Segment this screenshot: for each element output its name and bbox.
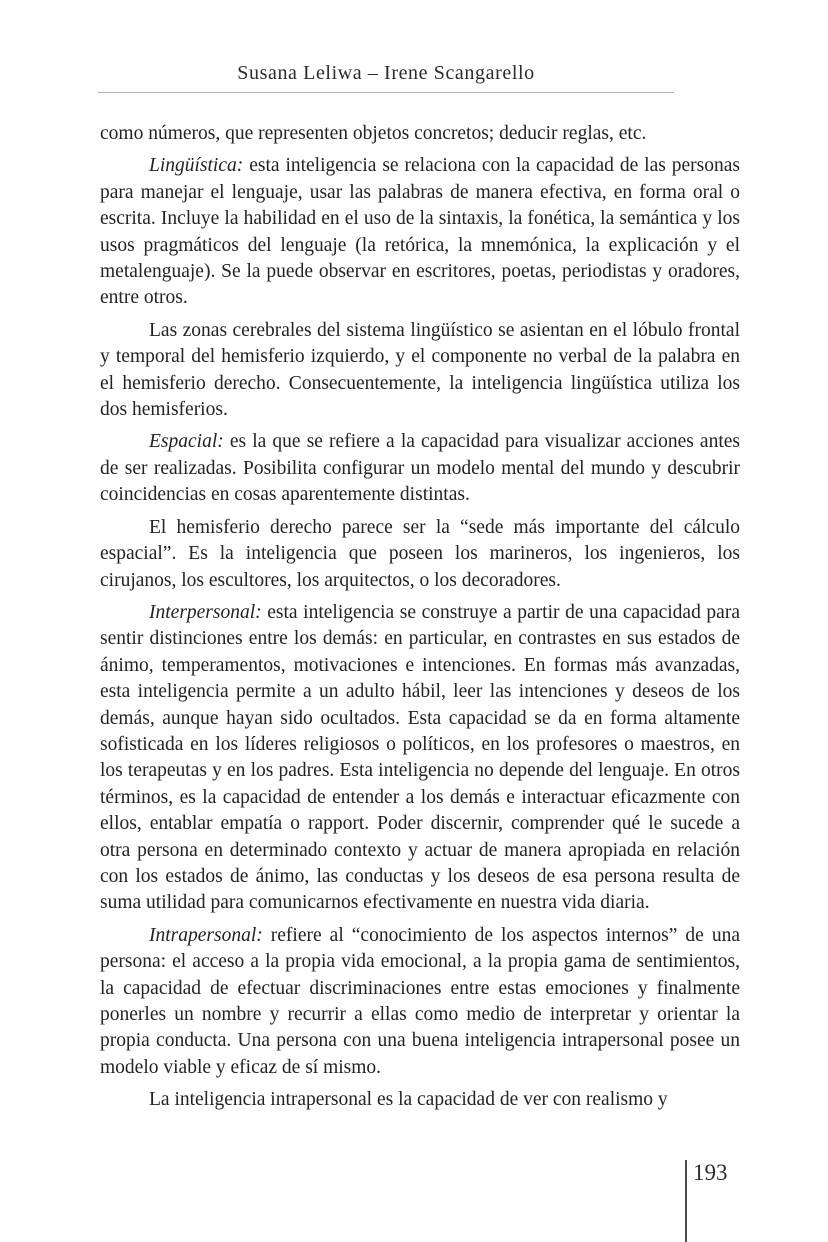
paragraph (100, 153, 740, 311)
running-header (98, 62, 674, 93)
paragraph-text: Las zonas cerebrales del sistema lingüístico se asientan en el lóbulo frontal y temporal del hemisferio izquierdo, y el componente no verbal de la palabra en el hemisferio derecho. Consecuentemente, la inteligencia lingüística utiliza los dos hemisferios. (100, 319, 740, 421)
paragraph-lead: Intrapersonal: (149, 924, 263, 946)
paragraph (100, 515, 740, 594)
paragraph-text: refiere al “conocimiento de los aspectos internos” de una persona: el acceso a la propia vida emocional, a la propia gama de sentimientos, la capacidad de efectuar discriminaciones entre estas emociones y finalmente ponerles un nombre y recurrir a ellas como medio de interpretar y orientar la propia conducta. Una persona con una buena inteligencia intrapersonal posee un modelo viable y eficaz de sí mismo. (100, 924, 740, 1078)
paragraph-lead: Espacial: (149, 431, 224, 453)
paragraph-text: es la que se refiere a la capacidad para visualizar acciones antes de ser realizadas. Posibilita configurar un modelo mental del mundo y descubrir coincidencias en cosas aparentemente distintas. (100, 431, 740, 506)
paragraph (100, 318, 740, 424)
paragraph-text: El hemisferio derecho parece ser la “sede más importante del cálculo espacial”. Es la inteligencia que poseen los marineros, los ingenieros, los cirujanos, los escultores, los arquitectos, o los decoradores. (100, 516, 740, 591)
paragraph (100, 1087, 740, 1113)
paragraph-text: esta inteligencia se relaciona con la capacidad de las personas para manejar el lenguaje, usar las palabras de manera efectiva, en forma oral o escrita. Incluye la habilidad en el uso de la sintaxis, la fonética, la semántica y los usos pragmáticos del lenguaje (la retórica, la mnemónica, la explicación y el metalenguaje). Se la puede observar en escritores, poetas, periodistas y oradores, entre otros. (100, 155, 740, 309)
paragraph-lead: Lingüística: (149, 155, 244, 177)
paragraph-text: esta inteligencia se construye a partir de una capacidad para sentir distinciones entre los demás: en particular, en contrastes en sus estados de ánimo, temperamentos, motivaciones e intenciones. En formas más avanzadas, esta inteligencia permite a un adulto hábil, leer las intenciones y deseos de los demás, aunque hayan sido ocultados. Esta capacidad se da en forma altamente sofisticada en los líderes religiosos o políticos, en los profesores o maestros, en los terapeutas y en los padres. Esta inteligencia no depende del lenguaje. En otros términos, es la capacidad de entender a los demás e interactuar eficazmente con ellos, entablar empatía o rapport. Poder discernir, comprender qué le sucede a otra persona en determinado contexto y actuar de manera apropiada en relación con los estados de ánimo, las conductas y los deseos de esa persona resulta de suma utilidad para comunicarnos efectivamente en nuestra vida diaria. (100, 601, 740, 914)
paragraph-lead: Interpersonal: (149, 601, 262, 623)
paragraph (100, 121, 740, 147)
paragraph (100, 429, 740, 508)
paragraph-text: como números, que representen objetos concretos; deducir reglas, etc. (100, 123, 647, 144)
paragraph-text: La inteligencia intrapersonal es la capacidad de ver con realismo y (149, 1089, 668, 1111)
header-authors: Susana Leliwa – Irene Scangarello (237, 62, 535, 84)
paragraph (100, 600, 740, 917)
paragraph (100, 923, 740, 1081)
body-text (100, 121, 740, 1120)
page-number-block (685, 1160, 728, 1242)
page-number: 193 (693, 1160, 728, 1185)
